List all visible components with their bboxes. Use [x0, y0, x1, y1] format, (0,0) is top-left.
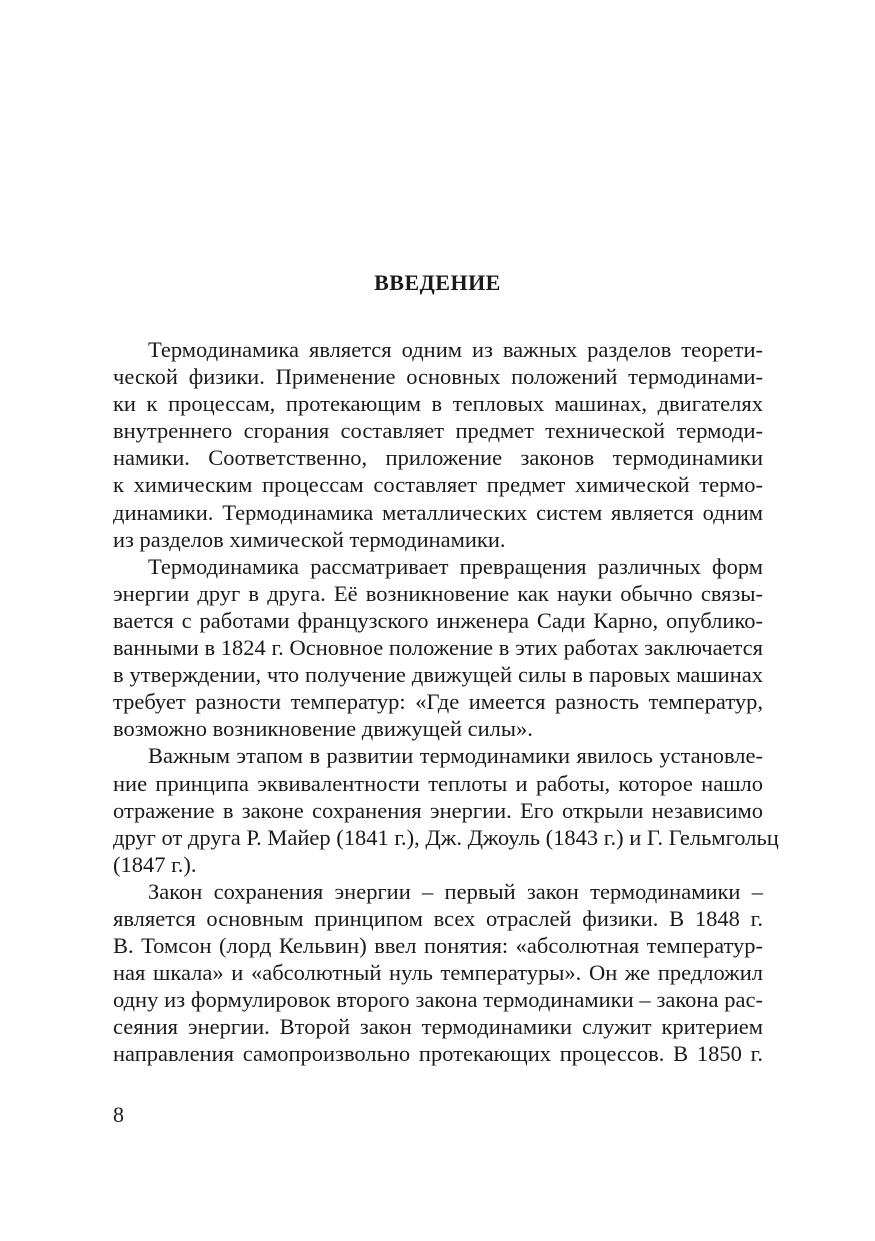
paragraph: [113, 336, 763, 553]
text-line: намики. Соответственно, приложение законов термодинамики: [113, 445, 763, 471]
text-line: ки к процессам, протекающим в тепловых машинах, двигателях: [113, 391, 763, 417]
text-line: Важным этапом в развитии термодинамики явилось установле-: [148, 743, 763, 769]
text-line: друг от друга Р. Майер (1841 г.), Дж. Джоуль (1843 г.) и Г. Гельмгольц: [113, 824, 779, 850]
chapter-title: ВВЕДЕНИЕ: [374, 270, 501, 295]
paragraph: [113, 553, 763, 743]
text-line: к химическим процессам составляет предмет химической термо-: [113, 472, 763, 498]
text-line: сеяния энергии. Второй закон термодинамики служит критерием: [113, 1014, 763, 1040]
text-line: Термодинамика является одним из важных разделов теорети-: [148, 337, 763, 362]
text-line: возможно возникновение движущей силы».: [113, 716, 533, 742]
text-line: Закон сохранения энергии – первый закон термодинамики –: [148, 878, 763, 904]
text-line: (1847 г.).: [113, 851, 197, 877]
text-line: энергии друг в друга. Её возникновение как науки обычно связы-: [113, 580, 763, 606]
text-line: одну из формулировок второго закона термодинамики – закона рас-: [113, 987, 763, 1013]
text-line: ванными в 1824 г. Основное положение в этих работах заключается: [113, 635, 763, 661]
text-line: вается с работами французского инженера Сади Карно, опублико-: [113, 607, 763, 633]
text-line: ческой физики. Применение основных положений термодинами-: [113, 364, 763, 390]
paragraph: [113, 878, 763, 1068]
page-number: 8: [113, 1102, 124, 1127]
text-line: ние принципа эквивалентности теплоты и работы, которое нашло: [113, 770, 763, 796]
text-line: из разделов химической термодинамики.: [113, 526, 506, 552]
text-line: внутреннего сгорания составляет предмет технической термоди-: [113, 418, 763, 444]
text-line: направления самопроизвольно протекающих процессов. В 1850 г.: [113, 1041, 763, 1067]
body-text: [113, 336, 779, 1068]
paragraph: [113, 742, 779, 877]
text-line: требует разности температур: «Где имеется разность температур,: [113, 689, 763, 715]
text-line: В. Томсон (лорд Кельвин) ввел понятия: «абсолютная температур-: [113, 933, 763, 959]
text-line: отражение в законе сохранения энергии. Его открыли независимо: [113, 797, 763, 823]
text-line: является основным принципом всех отраслей физики. В 1848 г.: [113, 905, 763, 931]
text-line: Термодинамика рассматривает превращения различных форм: [148, 553, 763, 579]
text-line: динамики. Термодинамика металлических систем является одним: [113, 499, 763, 525]
text-line: в утверждении, что получение движущей силы в паровых машинах: [113, 662, 763, 688]
text-line: ная шкала» и «абсолютный нуль температуры». Он же предложил: [113, 960, 763, 986]
